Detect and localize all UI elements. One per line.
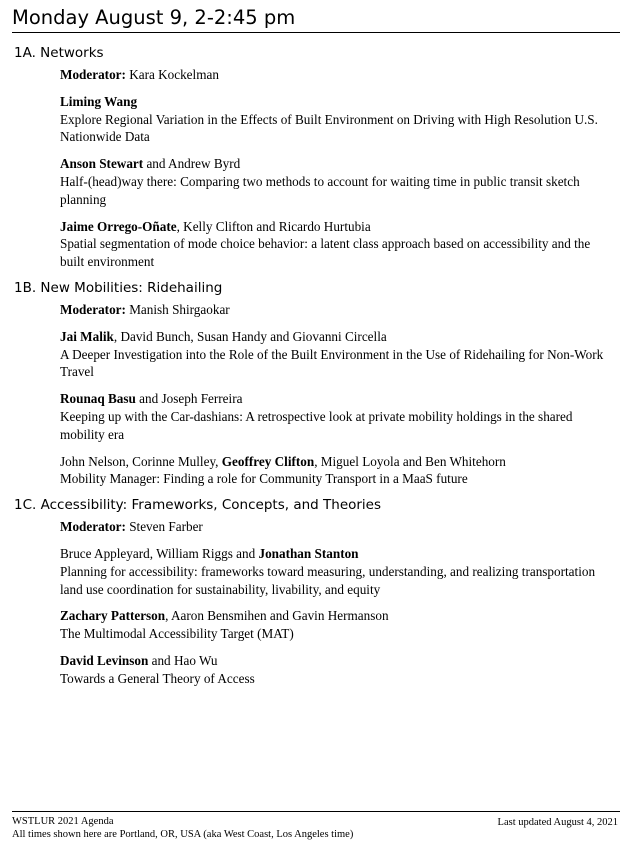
footer-agenda-label: WSTLUR 2021 Agenda xyxy=(12,816,114,827)
moderator-name: Manish Shirgaokar xyxy=(129,301,230,317)
presenting-author: Jonathan Stanton xyxy=(258,545,359,561)
paper-title: Half-(head)way there: Comparing two methods to account for waiting time in public transit sketch planning xyxy=(60,173,580,207)
session-items xyxy=(60,301,616,488)
moderator-label: Moderator: xyxy=(60,301,126,317)
co-authors: , Miguel Loyola and Ben Whitehorn xyxy=(314,453,506,469)
co-authors: , Aaron Bensmihen and Gavin Hermanson xyxy=(165,608,389,624)
paper-authors xyxy=(60,545,616,563)
paper-title: The Multimodal Accessibility Target (MAT) xyxy=(60,626,294,642)
co-authors: John Nelson, Corinne Mulley, xyxy=(60,453,222,469)
paper-title: Towards a General Theory of Access xyxy=(60,670,255,686)
session-list xyxy=(0,45,628,697)
paper-entry xyxy=(60,155,616,208)
presenting-author: Liming Wang xyxy=(60,93,138,109)
presenting-author: Zachary Patterson xyxy=(60,608,166,624)
paper-authors xyxy=(60,652,616,670)
paper-authors xyxy=(60,155,616,173)
co-authors: , Kelly Clifton and Ricardo Hurtubia xyxy=(176,218,371,234)
paper-title: A Deeper Investigation into the Role of the Built Environment in the Use of Ridehailing for Non-Work Travel xyxy=(60,346,604,380)
paper-entry xyxy=(60,607,616,643)
co-authors: Bruce Appleyard, William Riggs and xyxy=(60,545,259,561)
moderator-line xyxy=(60,518,616,536)
presenting-author: Anson Stewart xyxy=(60,156,144,172)
session-block xyxy=(0,497,628,687)
moderator-label: Moderator: xyxy=(60,519,126,535)
page-title: Monday August 9, 2-2:45 pm xyxy=(12,6,620,33)
presenting-author: David Levinson xyxy=(60,652,149,668)
footer-last-updated: Last updated August 4, 2021 xyxy=(497,817,618,828)
page-footer xyxy=(12,811,620,841)
co-authors: and Joseph Ferreira xyxy=(135,391,243,407)
presenting-author: Jai Malik xyxy=(60,328,114,344)
co-authors: and Hao Wu xyxy=(148,652,218,668)
session-items xyxy=(60,518,616,687)
session-items xyxy=(60,66,616,271)
paper-entry xyxy=(60,218,616,271)
paper-authors xyxy=(60,218,616,236)
co-authors: , David Bunch, Susan Handy and Giovanni Circella xyxy=(113,328,387,344)
session-heading: 1B. New Mobilities: Ridehailing xyxy=(14,279,223,296)
paper-title: Keeping up with the Car-dashians: A retrospective look at private mobility holdings in the shared mobility era xyxy=(60,408,573,442)
presenting-author: Jaime Orrego-Oñate xyxy=(60,218,177,234)
session-heading: 1C. Accessibility: Frameworks, Concepts, and Theories xyxy=(14,497,382,514)
paper-title: Explore Regional Variation in the Effects of Built Environment on Driving with High Resolution U.S. Nationwide Data xyxy=(60,111,598,145)
session-block xyxy=(0,280,628,488)
paper-entry xyxy=(60,453,616,489)
paper-title: Mobility Manager: Finding a role for Community Transport in a MaaS future xyxy=(60,471,468,487)
paper-title: Spatial segmentation of mode choice behavior: a latent class approach based on accessibility and the built environment xyxy=(60,236,591,270)
paper-entry xyxy=(60,545,616,598)
paper-authors xyxy=(60,328,616,346)
co-authors: and Andrew Byrd xyxy=(143,156,241,172)
paper-authors xyxy=(60,453,616,471)
paper-authors xyxy=(60,390,616,408)
paper-authors xyxy=(60,607,616,625)
paper-entry xyxy=(60,93,616,146)
footer-timezone-note: All times shown here are Portland, OR, USA (aka West Coast, Los Angeles time) xyxy=(12,829,354,840)
moderator-name: Kara Kockelman xyxy=(129,67,219,82)
moderator-line xyxy=(60,301,616,319)
moderator-name: Steven Farber xyxy=(129,519,203,535)
paper-authors xyxy=(60,93,616,111)
moderator-line xyxy=(60,66,616,84)
presenting-author: Geoffrey Clifton xyxy=(221,453,315,469)
moderator-label: Moderator: xyxy=(60,67,126,82)
paper-entry xyxy=(60,652,616,688)
session-heading: 1A. Networks xyxy=(14,45,104,61)
paper-entry xyxy=(60,390,616,443)
session-block xyxy=(0,45,628,271)
paper-title: Planning for accessibility: frameworks toward measuring, understanding, and realizing transportation land use coordination for sustainability, livability, and equity xyxy=(60,563,596,597)
presenting-author: Rounaq Basu xyxy=(60,391,136,407)
paper-entry xyxy=(60,328,616,381)
